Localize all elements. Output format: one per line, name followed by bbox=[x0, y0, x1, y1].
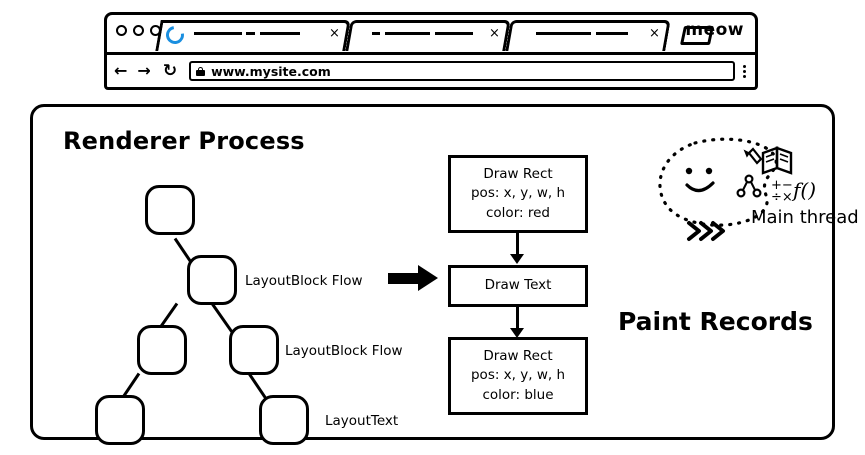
layout-node-root[interactable] bbox=[145, 185, 195, 235]
browser-menu-icon[interactable] bbox=[743, 65, 746, 78]
flow-arrow-icon bbox=[388, 265, 440, 291]
forward-icon[interactable]: → bbox=[137, 61, 151, 80]
main-thread-illustration bbox=[643, 135, 828, 245]
paint-record-box-1[interactable] bbox=[448, 155, 588, 233]
paint-record-line: color: red bbox=[486, 204, 550, 221]
tree-label-layoutblock-flow-2: LayoutBlock Flow bbox=[285, 343, 403, 359]
tab-3-close-icon[interactable]: × bbox=[649, 26, 660, 41]
tree-label-layouttext: LayoutText bbox=[325, 413, 399, 429]
svg-text:÷×: ÷× bbox=[771, 190, 793, 205]
tree-label-layoutblock-flow-1: LayoutBlock Flow bbox=[245, 273, 363, 289]
layout-node-block-3[interactable] bbox=[229, 325, 279, 375]
paint-record-line: color: blue bbox=[482, 386, 554, 403]
layout-node-block-2[interactable] bbox=[137, 325, 187, 375]
svg-text:+−: +− bbox=[771, 178, 793, 193]
layout-node-text-1[interactable] bbox=[95, 395, 145, 445]
paint-record-box-3[interactable] bbox=[448, 337, 588, 415]
url-input[interactable] bbox=[189, 61, 735, 81]
browser-tab-1[interactable] bbox=[155, 20, 350, 51]
paint-record-arrow-1 bbox=[510, 254, 524, 264]
layout-node-block-1[interactable] bbox=[187, 255, 237, 305]
tab-1-title-bar bbox=[194, 32, 242, 35]
tab-1-title-bar bbox=[246, 32, 255, 35]
url-bar-row bbox=[104, 55, 758, 87]
tab-2-close-icon[interactable]: × bbox=[489, 26, 500, 41]
layout-tree bbox=[77, 167, 407, 427]
tab-2-title-bar bbox=[372, 32, 380, 35]
paint-record-line: pos: x, y, w, h bbox=[470, 367, 566, 384]
browser-window bbox=[104, 12, 758, 90]
paint-record-connector-2 bbox=[516, 307, 519, 329]
renderer-process-panel bbox=[30, 104, 859, 440]
tab-3-title-bar bbox=[596, 32, 628, 35]
browser-tab-2[interactable] bbox=[345, 20, 510, 51]
window-controls[interactable] bbox=[116, 25, 161, 36]
paint-record-line: Draw Rect bbox=[483, 347, 553, 364]
main-thread-label: Main thread bbox=[751, 207, 859, 228]
tab-strip bbox=[104, 12, 758, 52]
paint-record-connector-1 bbox=[516, 233, 519, 255]
tab-2-title-bar bbox=[435, 32, 473, 35]
paint-records-label: Paint Records bbox=[618, 307, 813, 336]
browser-tab-3[interactable] bbox=[505, 20, 670, 51]
lock-icon bbox=[196, 67, 205, 76]
minimize-dot[interactable] bbox=[133, 25, 144, 36]
reload-icon[interactable]: ↻ bbox=[162, 60, 178, 81]
page-title: Renderer Process bbox=[63, 127, 305, 155]
paint-record-box-2[interactable] bbox=[448, 265, 588, 307]
tab-3-title-bar bbox=[536, 32, 591, 35]
main-thread-sketch-icon bbox=[643, 135, 828, 245]
tab-2-title-bar bbox=[385, 32, 430, 35]
tab-1-title-bar bbox=[260, 32, 300, 35]
back-icon[interactable]: ← bbox=[114, 61, 128, 80]
svg-text:f(): f() bbox=[793, 178, 817, 202]
paint-record-line: Draw Text bbox=[484, 277, 552, 294]
paint-record-line: Draw Rect bbox=[483, 165, 553, 182]
paint-record-line: pos: x, y, w, h bbox=[470, 185, 566, 202]
close-dot[interactable] bbox=[116, 25, 127, 36]
layout-node-text-2[interactable] bbox=[259, 395, 309, 445]
tab-1-close-icon[interactable]: × bbox=[329, 26, 340, 41]
browser-brand-label: meow bbox=[685, 20, 744, 40]
url-text: www.mysite.com bbox=[211, 63, 331, 79]
